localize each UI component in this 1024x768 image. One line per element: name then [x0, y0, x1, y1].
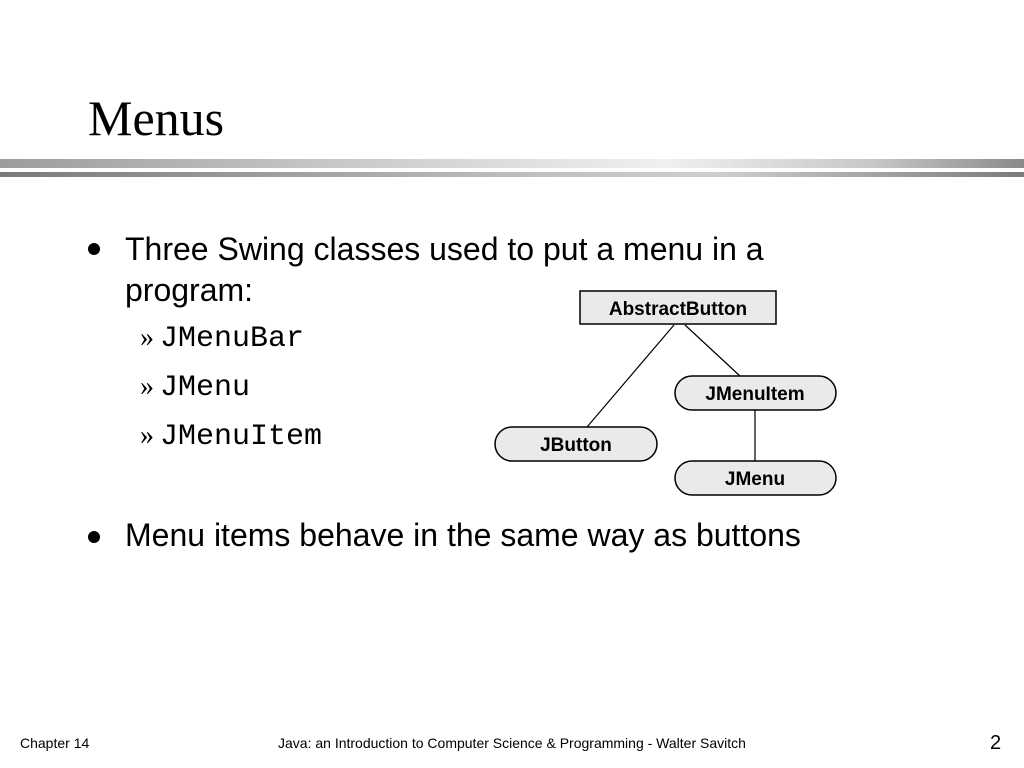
page-number: 2: [990, 732, 1002, 754]
sub-item-code: JMenuItem: [160, 420, 323, 454]
slide-title: Menus: [88, 90, 225, 146]
node-abstractbutton-label: AbstractButton: [608, 299, 748, 320]
bullet-text: Three Swing classes used to put a menu in a program:: [125, 231, 764, 308]
sub-item-code: JMenuBar: [160, 322, 305, 356]
node-jbutton-label: JButton: [540, 435, 612, 456]
footer-chapter: Chapter 14: [20, 735, 90, 751]
node-abstractbutton: [580, 291, 776, 324]
node-jmenu: [675, 461, 836, 495]
node-jmenu-label: JMenu: [724, 469, 786, 490]
sub-item-marker: »: [140, 322, 154, 353]
node-jmenuitem-label: JMenuItem: [705, 384, 805, 405]
sub-item-code: JMenu: [160, 371, 251, 405]
bullet-text: Menu items behave in the same way as buttons: [125, 517, 801, 553]
sub-item-marker: »: [140, 420, 154, 451]
node-jbutton: [495, 427, 657, 461]
node-jmenuitem: [675, 376, 836, 410]
footer-book-title: Java: an Introduction to Computer Science & Programming - Walter Savitch: [278, 735, 746, 751]
edge-abstractbutton-jbutton: [587, 325, 674, 427]
edge-abstractbutton-jmenuitem: [685, 325, 740, 376]
sub-item-marker: »: [140, 371, 154, 402]
